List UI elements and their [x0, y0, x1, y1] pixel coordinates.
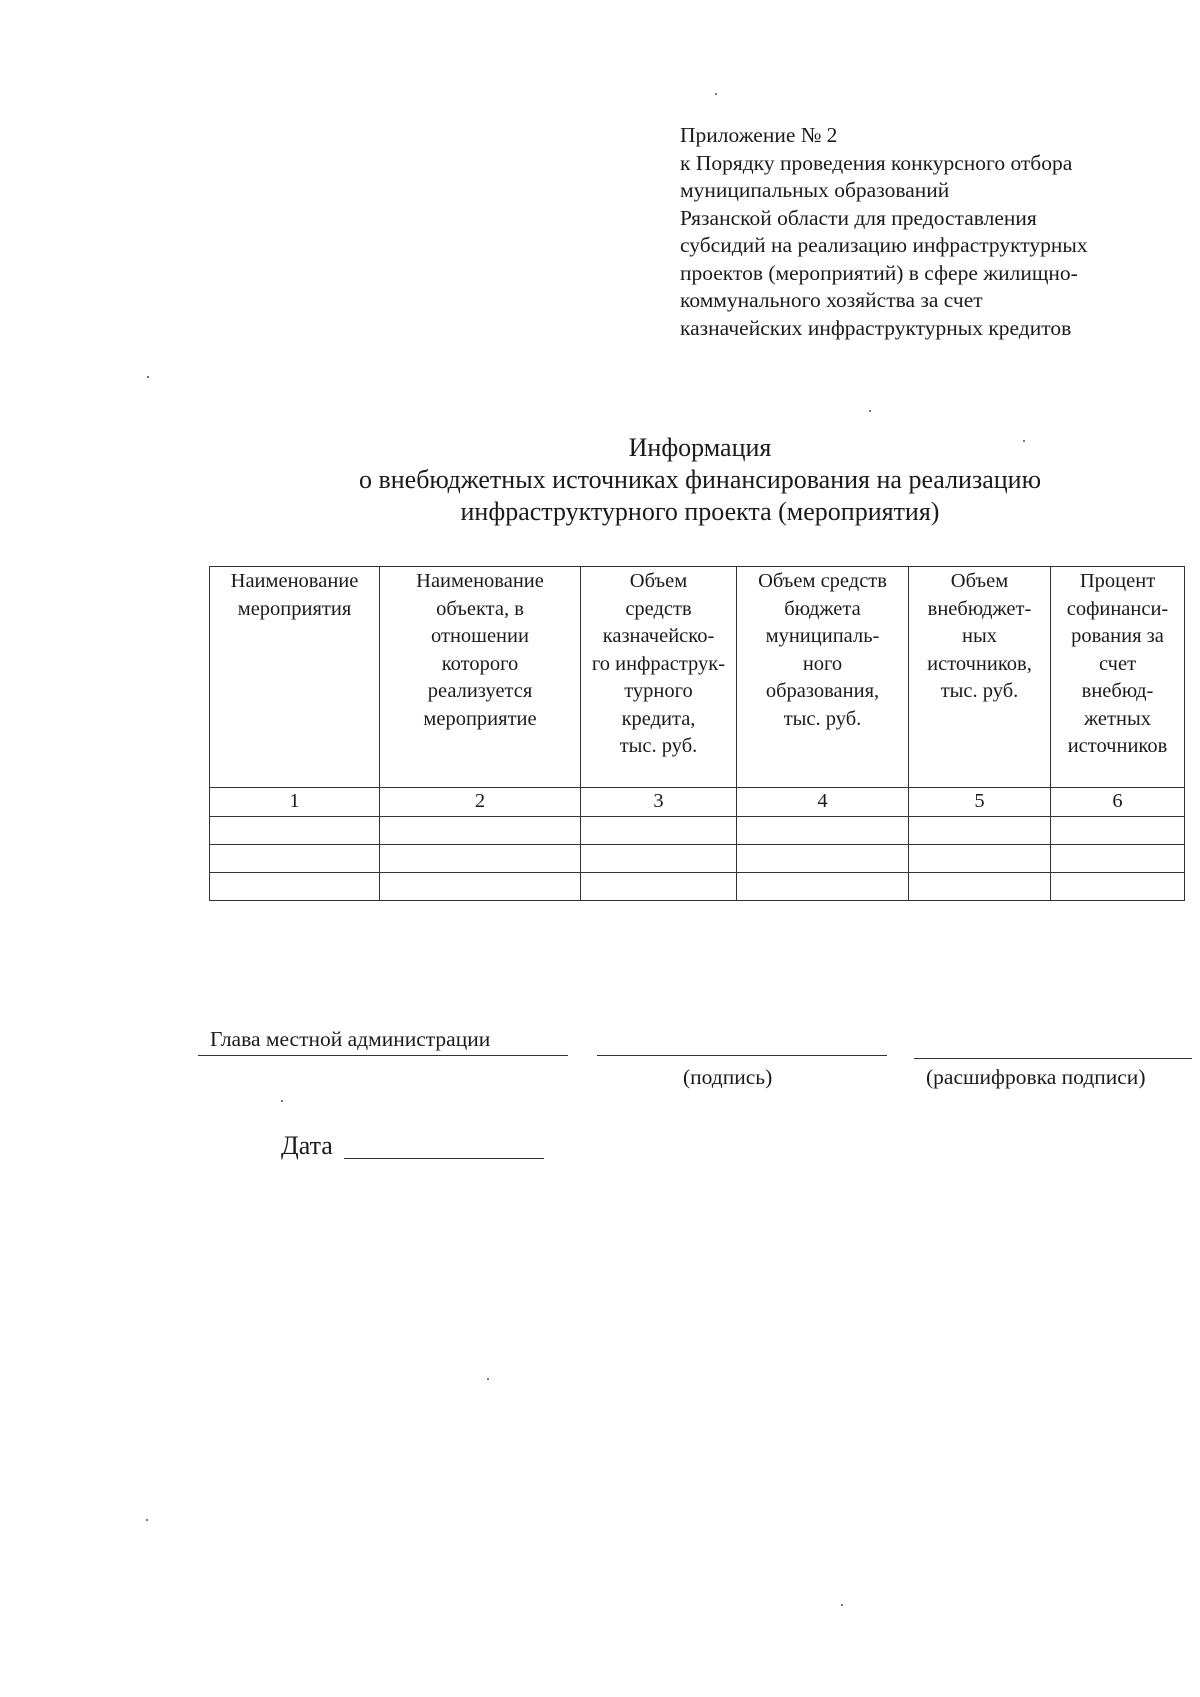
scan-speck — [869, 410, 871, 412]
scan-speck — [146, 1519, 148, 1521]
column-number: 3 — [581, 788, 737, 817]
signature-line — [597, 1055, 887, 1056]
position-label: Глава местной администрации — [210, 1027, 491, 1051]
decoding-line — [914, 1058, 1192, 1059]
column-header — [1051, 567, 1185, 788]
table-row — [210, 844, 1185, 872]
table-cell — [581, 844, 737, 872]
table-cell — [1051, 872, 1185, 900]
table-cell — [210, 872, 380, 900]
table-cell — [737, 872, 909, 900]
appendix-line: казначейских инфраструктурных кредитов — [680, 315, 1072, 340]
table-cell — [1051, 816, 1185, 844]
table-cell — [737, 816, 909, 844]
title-line: Информация — [628, 433, 772, 462]
table-cell — [581, 872, 737, 900]
appendix-line: муниципальных образований — [680, 178, 950, 202]
table-cell — [737, 844, 909, 872]
column-number: 4 — [737, 788, 909, 817]
appendix-reference — [680, 122, 1180, 342]
scan-speck — [147, 376, 149, 378]
appendix-line: коммунального хозяйства за счет — [680, 288, 983, 312]
date-line — [344, 1158, 544, 1159]
table-cell — [909, 844, 1051, 872]
title-line: о внебюджетных источниках финансирования на реализацию — [358, 465, 1042, 494]
scan-speck — [841, 1604, 843, 1606]
column-number: 2 — [380, 788, 581, 817]
column-header-text: Объем внебюджет- ных источников, тыс. руб. — [927, 570, 1032, 702]
scan-speck — [715, 93, 717, 95]
scan-speck — [487, 1378, 489, 1380]
appendix-line: к Порядку проведения конкурсного отбора — [680, 150, 1073, 175]
appendix-line: субсидий на реализацию инфраструктурных — [680, 233, 1088, 257]
scan-speck — [281, 1100, 283, 1102]
column-number: 6 — [1051, 788, 1185, 817]
table-row — [210, 816, 1185, 844]
column-header-text: Наименование мероприятия — [230, 570, 359, 620]
column-header-text: Процент софинанси- рования за счет внебюд- жетных источников — [1066, 570, 1169, 757]
column-header — [581, 567, 737, 788]
column-header — [909, 567, 1051, 788]
date-label: Дата — [281, 1131, 333, 1160]
decoding-hint: (расшифровка подписи) — [926, 1065, 1146, 1089]
column-header-text: Объем средств казначейско- го инфраструк- турного кредита, тыс. руб. — [591, 570, 726, 757]
table-cell — [380, 872, 581, 900]
table-row — [210, 872, 1185, 900]
table-cell — [210, 816, 380, 844]
financing-table — [209, 566, 1185, 901]
column-header — [210, 567, 380, 788]
appendix-line: Приложение № 2 — [680, 123, 838, 147]
column-header — [737, 567, 909, 788]
scan-speck — [1023, 440, 1025, 442]
column-number: 1 — [210, 788, 380, 817]
table-cell — [380, 844, 581, 872]
position-underline — [198, 1055, 568, 1056]
column-header-text: Наименование объекта, в отношении которого реализуется мероприятие — [416, 570, 544, 730]
table-cell — [909, 816, 1051, 844]
table-cell — [581, 816, 737, 844]
table-cell — [909, 872, 1051, 900]
table-cell — [210, 844, 380, 872]
signature-hint: (подпись) — [683, 1065, 773, 1089]
table-cell — [380, 816, 581, 844]
table-cell — [1051, 844, 1185, 872]
table-header-row — [210, 567, 1185, 788]
appendix-line: Рязанской области для предоставления — [680, 205, 1037, 230]
column-number-row — [210, 788, 1185, 817]
column-number: 5 — [909, 788, 1051, 817]
appendix-line: проектов (мероприятий) в сфере жилищно- — [680, 260, 1078, 285]
column-header — [380, 567, 581, 788]
column-header-text: Объем средств бюджета муниципаль- ного образования, тыс. руб. — [758, 570, 887, 730]
document-title — [200, 432, 1200, 528]
title-line: инфраструктурного проекта (мероприятия) — [460, 497, 940, 526]
